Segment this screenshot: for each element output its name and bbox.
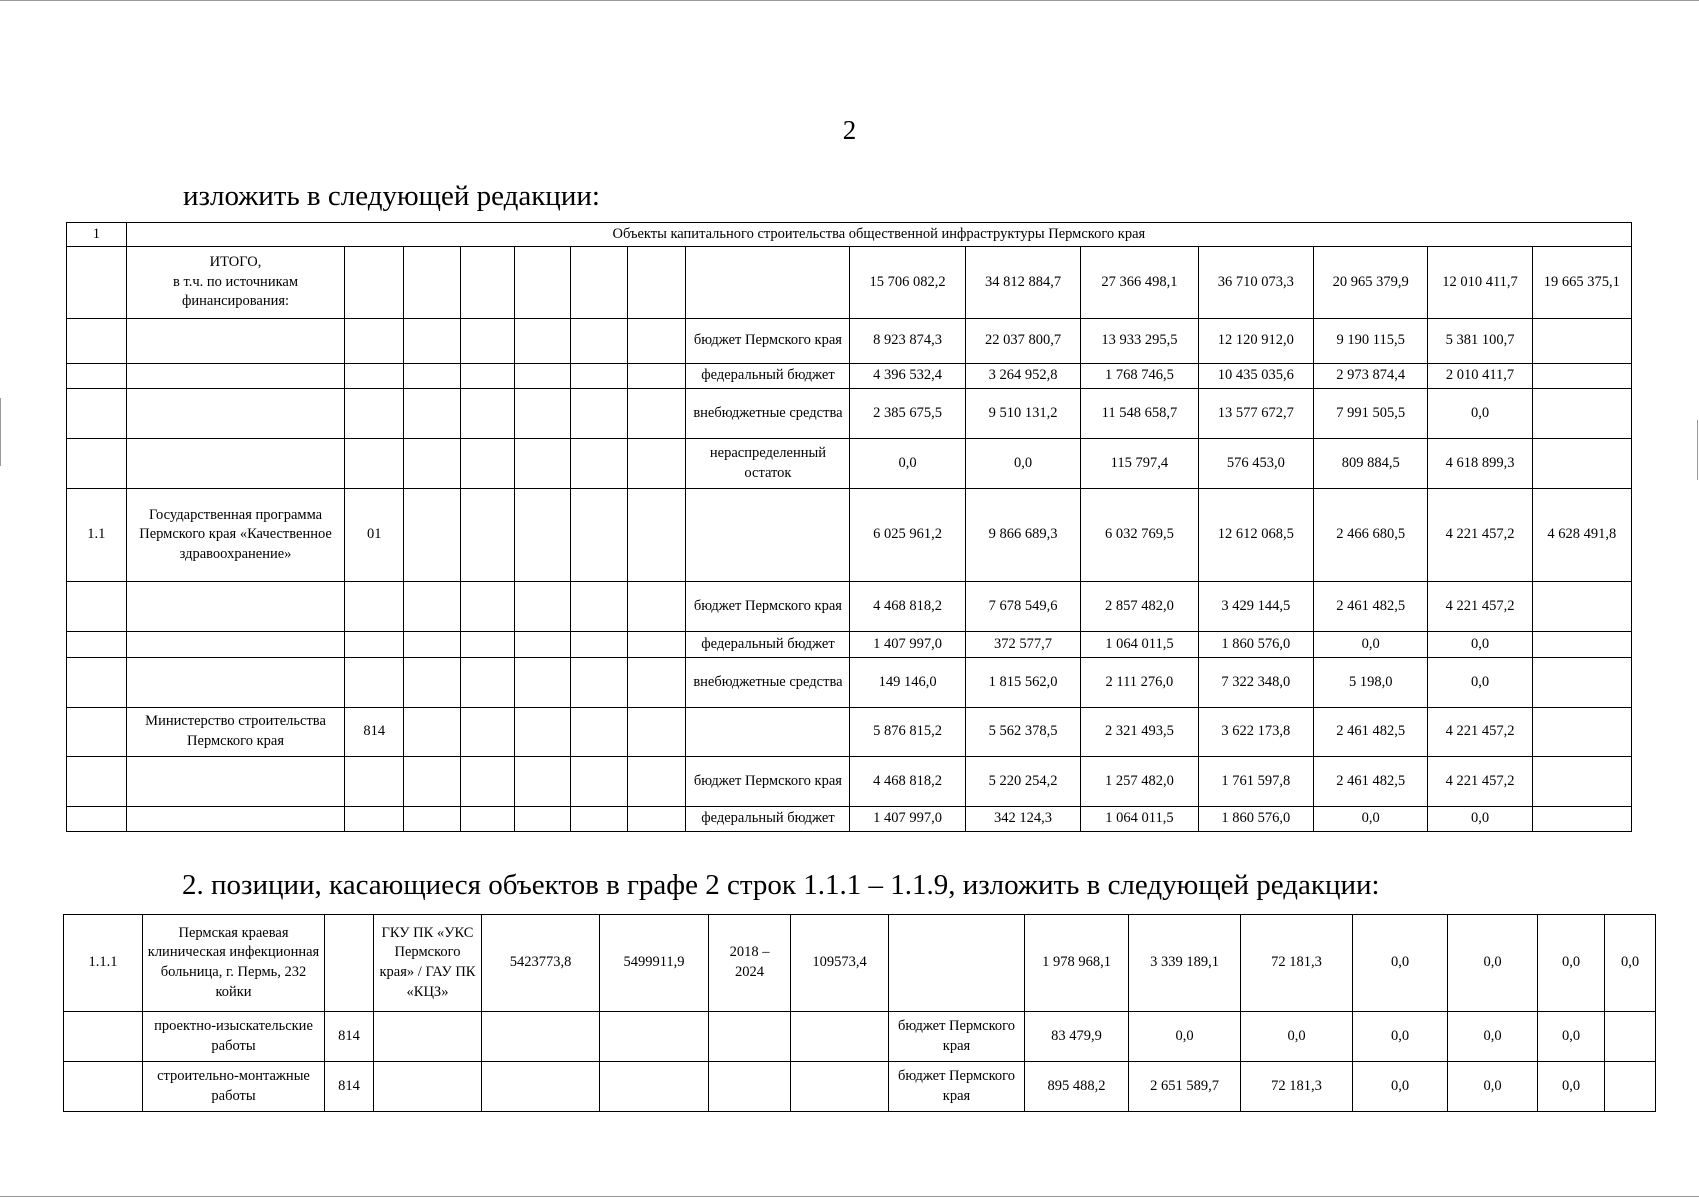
code-cell — [345, 757, 404, 807]
row-number-cell: 1.1 — [67, 489, 127, 582]
code-cell — [345, 632, 404, 658]
empty-cell — [404, 757, 461, 807]
full-cost-cell — [600, 1012, 709, 1062]
value-cell-year-6: 0,0 — [1538, 1012, 1605, 1062]
value-cell-year-7 — [1532, 658, 1631, 708]
empty-cell — [460, 439, 515, 489]
code-cell — [345, 247, 404, 319]
row-number-cell — [64, 1012, 143, 1062]
funding-source-cell: бюджет Пермского края — [889, 1012, 1025, 1062]
value-cell-year-5: 7 991 505,5 — [1314, 389, 1428, 439]
value-cell-year-1: 2 385 675,5 — [850, 389, 965, 439]
empty-cell — [404, 489, 461, 582]
empty-cell — [627, 582, 686, 632]
prior-funding-cell — [791, 1012, 889, 1062]
value-cell-year-7 — [1532, 582, 1631, 632]
value-cell-year-7 — [1532, 757, 1631, 807]
page-number: 2 — [842, 115, 857, 145]
value-cell-year-7: 19 665 375,1 — [1532, 247, 1631, 319]
value-cell-year-2: 342 124,3 — [965, 807, 1080, 832]
value-cell-year-3: 2 857 482,0 — [1081, 582, 1198, 632]
value-cell-year-5: 2 461 482,5 — [1314, 582, 1428, 632]
code-cell — [345, 319, 404, 364]
funding-source-cell — [889, 915, 1025, 1012]
prior-funding-cell: 109573,4 — [791, 915, 889, 1012]
table-row — [67, 439, 1632, 489]
empty-cell — [404, 582, 461, 632]
table-row — [67, 807, 1632, 832]
row-number-cell — [67, 807, 127, 832]
empty-cell — [404, 807, 461, 832]
program-name-cell: ИТОГО, в т.ч. по источникам финансирования: — [126, 247, 345, 319]
program-name-cell — [126, 757, 345, 807]
code-cell — [325, 915, 374, 1012]
empty-cell — [627, 389, 686, 439]
value-cell-year-5: 20 965 379,9 — [1314, 247, 1428, 319]
value-cell-year-7: 0,0 — [1605, 915, 1656, 1012]
value-cell-year-1: 1 407 997,0 — [850, 807, 965, 832]
program-name-cell — [126, 364, 345, 389]
funding-source-cell: внебюджетные средства — [686, 389, 850, 439]
empty-cell — [515, 658, 571, 708]
empty-cell — [404, 632, 461, 658]
empty-cell — [627, 489, 686, 582]
empty-cell — [571, 807, 628, 832]
empty-cell — [627, 632, 686, 658]
value-cell-year-3: 115 797,4 — [1081, 439, 1198, 489]
program-name-cell — [126, 389, 345, 439]
table-row — [67, 582, 1632, 632]
value-cell-year-7 — [1605, 1062, 1656, 1112]
value-cell-year-2: 22 037 800,7 — [965, 319, 1080, 364]
empty-cell — [571, 757, 628, 807]
value-cell-year-4: 0,0 — [1353, 1012, 1448, 1062]
value-cell-year-5: 0,0 — [1448, 915, 1538, 1012]
code-cell — [345, 439, 404, 489]
empty-cell — [515, 439, 571, 489]
empty-cell — [627, 708, 686, 757]
empty-cell — [627, 658, 686, 708]
empty-cell — [460, 319, 515, 364]
value-cell-year-6: 0,0 — [1538, 915, 1605, 1012]
value-cell-year-5: 0,0 — [1448, 1062, 1538, 1112]
funding-source-cell: бюджет Пермского края — [686, 319, 850, 364]
program-name-cell: Министерство строительства Пермского края — [126, 708, 345, 757]
empty-cell — [515, 319, 571, 364]
table-row — [67, 389, 1632, 439]
program-name-cell — [126, 439, 345, 489]
value-cell-year-4: 10 435 035,6 — [1198, 364, 1313, 389]
value-cell-year-5: 2 461 482,5 — [1314, 757, 1428, 807]
value-cell-year-5: 0,0 — [1314, 632, 1428, 658]
value-cell-year-4: 3 622 173,8 — [1198, 708, 1313, 757]
value-cell-year-2: 0,0 — [1129, 1012, 1241, 1062]
table-row — [67, 658, 1632, 708]
table-header-row — [67, 223, 1632, 247]
row-number-cell — [67, 757, 127, 807]
value-cell-year-4: 13 577 672,7 — [1198, 389, 1313, 439]
value-cell-year-6: 5 381 100,7 — [1428, 319, 1532, 364]
value-cell-year-6: 12 010 411,7 — [1428, 247, 1532, 319]
value-cell-year-1: 15 706 082,2 — [850, 247, 965, 319]
value-cell-year-6: 4 618 899,3 — [1428, 439, 1532, 489]
code-cell: 814 — [325, 1012, 374, 1062]
program-name-cell — [126, 319, 345, 364]
value-cell-year-1: 6 025 961,2 — [850, 489, 965, 582]
empty-cell — [404, 708, 461, 757]
value-cell-year-4: 3 429 144,5 — [1198, 582, 1313, 632]
scan-edge-top — [0, 0, 1699, 1]
table-row — [67, 708, 1632, 757]
empty-cell — [515, 807, 571, 832]
estimated-cost-cell — [482, 1012, 600, 1062]
row-number-cell — [67, 364, 127, 389]
empty-cell — [571, 658, 628, 708]
funding-source-cell: бюджет Пермского края — [686, 582, 850, 632]
empty-cell — [404, 364, 461, 389]
code-cell — [345, 389, 404, 439]
empty-cell — [571, 582, 628, 632]
value-cell-year-6: 4 221 457,2 — [1428, 708, 1532, 757]
row-number-cell — [67, 247, 127, 319]
table-row — [67, 364, 1632, 389]
value-cell-year-3: 1 257 482,0 — [1081, 757, 1198, 807]
value-cell-year-6: 4 221 457,2 — [1428, 489, 1532, 582]
value-cell-year-4: 7 322 348,0 — [1198, 658, 1313, 708]
value-cell-year-2: 3 339 189,1 — [1129, 915, 1241, 1012]
empty-cell — [460, 632, 515, 658]
table-row — [64, 1012, 1656, 1062]
value-cell-year-6: 2 010 411,7 — [1428, 364, 1532, 389]
value-cell-year-3: 27 366 498,1 — [1081, 247, 1198, 319]
empty-cell — [404, 319, 461, 364]
value-cell-year-1: 895 488,2 — [1025, 1062, 1129, 1112]
table-row — [67, 632, 1632, 658]
value-cell-year-6: 0,0 — [1538, 1062, 1605, 1112]
empty-cell — [571, 632, 628, 658]
code-cell: 01 — [345, 489, 404, 582]
empty-cell — [460, 708, 515, 757]
empty-cell — [571, 439, 628, 489]
value-cell-year-7 — [1532, 364, 1631, 389]
row-number-cell — [64, 1062, 143, 1112]
funding-source-cell — [686, 489, 850, 582]
value-cell-year-7 — [1532, 632, 1631, 658]
value-cell-year-2: 9 866 689,3 — [965, 489, 1080, 582]
row-number-cell — [67, 632, 127, 658]
empty-cell — [571, 389, 628, 439]
value-cell-year-2: 0,0 — [965, 439, 1080, 489]
empty-cell — [460, 757, 515, 807]
value-cell-year-3: 2 321 493,5 — [1081, 708, 1198, 757]
value-cell-year-2: 9 510 131,2 — [965, 389, 1080, 439]
value-cell-year-3: 13 933 295,5 — [1081, 319, 1198, 364]
row-number-cell: 1.1.1 — [64, 915, 143, 1012]
table-row — [64, 1062, 1656, 1112]
estimated-cost-cell — [482, 1062, 600, 1112]
value-cell-year-3: 6 032 769,5 — [1081, 489, 1198, 582]
customer-cell — [374, 1012, 482, 1062]
value-cell-year-6: 0,0 — [1428, 389, 1532, 439]
empty-cell — [627, 807, 686, 832]
empty-cell — [404, 247, 461, 319]
row-number-cell — [67, 658, 127, 708]
header-title-cell: Объекты капитального строительства общественной инфраструктуры Пермского края — [126, 223, 1631, 247]
scan-edge-bottom — [0, 1196, 1699, 1197]
value-cell-year-4: 1 761 597,8 — [1198, 757, 1313, 807]
prior-funding-cell — [791, 1062, 889, 1112]
empty-cell — [571, 708, 628, 757]
value-cell-year-3: 1 768 746,5 — [1081, 364, 1198, 389]
funding-source-cell: федеральный бюджет — [686, 632, 850, 658]
value-cell-year-7 — [1532, 439, 1631, 489]
value-cell-year-6: 0,0 — [1428, 658, 1532, 708]
empty-cell — [515, 757, 571, 807]
value-cell-year-7 — [1605, 1012, 1656, 1062]
value-cell-year-2: 5 220 254,2 — [965, 757, 1080, 807]
row-number-cell — [67, 439, 127, 489]
value-cell-year-1: 5 876 815,2 — [850, 708, 965, 757]
empty-cell — [515, 247, 571, 319]
value-cell-year-4: 1 860 576,0 — [1198, 632, 1313, 658]
value-cell-year-3: 72 181,3 — [1241, 915, 1353, 1012]
funding-source-cell: нераспределенный остаток — [686, 439, 850, 489]
row-number-cell — [67, 708, 127, 757]
period-cell — [709, 1012, 791, 1062]
section-heading-2: 2. позиции, касающиеся объектов в графе 2 строк 1.1.1 – 1.1.9, изложить в следующей редакции: — [182, 869, 1380, 901]
value-cell-year-2: 7 678 549,6 — [965, 582, 1080, 632]
empty-cell — [460, 364, 515, 389]
value-cell-year-5: 0,0 — [1448, 1012, 1538, 1062]
budget-table-1 — [66, 222, 1632, 832]
value-cell-year-3: 1 064 011,5 — [1081, 632, 1198, 658]
value-cell-year-4: 0,0 — [1353, 1062, 1448, 1112]
empty-cell — [627, 319, 686, 364]
value-cell-year-2: 34 812 884,7 — [965, 247, 1080, 319]
table-row — [67, 489, 1632, 582]
value-cell-year-1: 4 468 818,2 — [850, 757, 965, 807]
value-cell-year-1: 149 146,0 — [850, 658, 965, 708]
value-cell-year-5: 9 190 115,5 — [1314, 319, 1428, 364]
value-cell-year-6: 4 221 457,2 — [1428, 582, 1532, 632]
value-cell-year-4: 12 612 068,5 — [1198, 489, 1313, 582]
funding-source-cell — [686, 708, 850, 757]
value-cell-year-1: 83 479,9 — [1025, 1012, 1129, 1062]
empty-cell — [515, 708, 571, 757]
row-number-cell — [67, 389, 127, 439]
value-cell-year-4: 36 710 073,3 — [1198, 247, 1313, 319]
value-cell-year-4: 1 860 576,0 — [1198, 807, 1313, 832]
value-cell-year-4: 12 120 912,0 — [1198, 319, 1313, 364]
code-cell — [345, 658, 404, 708]
program-name-cell — [126, 582, 345, 632]
empty-cell — [460, 807, 515, 832]
value-cell-year-5: 2 973 874,4 — [1314, 364, 1428, 389]
value-cell-year-6: 0,0 — [1428, 807, 1532, 832]
empty-cell — [515, 582, 571, 632]
funding-source-cell: бюджет Пермского края — [889, 1062, 1025, 1112]
scan-mark-right — [1697, 420, 1698, 480]
empty-cell — [460, 582, 515, 632]
empty-cell — [404, 389, 461, 439]
value-cell-year-7 — [1532, 319, 1631, 364]
value-cell-year-3: 0,0 — [1241, 1012, 1353, 1062]
table-row — [64, 915, 1656, 1012]
value-cell-year-1: 1 407 997,0 — [850, 632, 965, 658]
empty-cell — [515, 389, 571, 439]
period-cell: 2018 – 2024 — [709, 915, 791, 1012]
value-cell-year-3: 2 111 276,0 — [1081, 658, 1198, 708]
empty-cell — [571, 319, 628, 364]
budget-table-2 — [63, 914, 1656, 1112]
value-cell-year-4: 576 453,0 — [1198, 439, 1313, 489]
funding-source-cell: бюджет Пермского края — [686, 757, 850, 807]
empty-cell — [460, 658, 515, 708]
value-cell-year-7 — [1532, 807, 1631, 832]
empty-cell — [515, 364, 571, 389]
empty-cell — [404, 439, 461, 489]
empty-cell — [627, 757, 686, 807]
value-cell-year-1: 0,0 — [850, 439, 965, 489]
empty-cell — [571, 489, 628, 582]
value-cell-year-7: 4 628 491,8 — [1532, 489, 1631, 582]
object-name-cell: Пермская краевая клиническая инфекционная больница, г. Пермь, 232 койки — [143, 915, 325, 1012]
value-cell-year-6: 4 221 457,2 — [1428, 757, 1532, 807]
value-cell-year-5: 2 466 680,5 — [1314, 489, 1428, 582]
empty-cell — [627, 364, 686, 389]
value-cell-year-1: 8 923 874,3 — [850, 319, 965, 364]
funding-source-cell: федеральный бюджет — [686, 807, 850, 832]
code-cell: 814 — [325, 1062, 374, 1112]
value-cell-year-2: 372 577,7 — [965, 632, 1080, 658]
program-name-cell — [126, 632, 345, 658]
table-row — [67, 757, 1632, 807]
program-name-cell — [126, 807, 345, 832]
period-cell — [709, 1062, 791, 1112]
code-cell — [345, 582, 404, 632]
empty-cell — [515, 632, 571, 658]
value-cell-year-4: 0,0 — [1353, 915, 1448, 1012]
value-cell-year-1: 4 396 532,4 — [850, 364, 965, 389]
funding-source-cell: внебюджетные средства — [686, 658, 850, 708]
row-number-cell — [67, 582, 127, 632]
value-cell-year-5: 2 461 482,5 — [1314, 708, 1428, 757]
row-number-cell — [67, 319, 127, 364]
empty-cell — [460, 389, 515, 439]
value-cell-year-1: 1 978 968,1 — [1025, 915, 1129, 1012]
value-cell-year-5: 0,0 — [1314, 807, 1428, 832]
value-cell-year-2: 2 651 589,7 — [1129, 1062, 1241, 1112]
value-cell-year-1: 4 468 818,2 — [850, 582, 965, 632]
value-cell-year-7 — [1532, 389, 1631, 439]
full-cost-cell — [600, 1062, 709, 1112]
empty-cell — [627, 439, 686, 489]
object-name-cell: проектно-изыскательские работы — [143, 1012, 325, 1062]
table-row — [67, 247, 1632, 319]
empty-cell — [404, 658, 461, 708]
section-heading: изложить в следующей редакции: — [183, 180, 600, 212]
value-cell-year-3: 11 548 658,7 — [1081, 389, 1198, 439]
funding-source-cell: федеральный бюджет — [686, 364, 850, 389]
value-cell-year-5: 5 198,0 — [1314, 658, 1428, 708]
estimated-cost-cell: 5423773,8 — [482, 915, 600, 1012]
full-cost-cell: 5499911,9 — [600, 915, 709, 1012]
empty-cell — [571, 364, 628, 389]
program-name-cell — [126, 658, 345, 708]
value-cell-year-3: 72 181,3 — [1241, 1062, 1353, 1112]
empty-cell — [627, 247, 686, 319]
value-cell-year-5: 809 884,5 — [1314, 439, 1428, 489]
empty-cell — [515, 489, 571, 582]
code-cell — [345, 364, 404, 389]
value-cell-year-2: 1 815 562,0 — [965, 658, 1080, 708]
value-cell-year-7 — [1532, 708, 1631, 757]
funding-source-cell — [686, 247, 850, 319]
customer-cell: ГКУ ПК «УКС Пермского края» / ГАУ ПК «КЦЗ» — [374, 915, 482, 1012]
value-cell-year-6: 0,0 — [1428, 632, 1532, 658]
customer-cell — [374, 1062, 482, 1112]
object-name-cell: строительно-монтажные работы — [143, 1062, 325, 1112]
code-cell: 814 — [345, 708, 404, 757]
value-cell-year-3: 1 064 011,5 — [1081, 807, 1198, 832]
value-cell-year-2: 5 562 378,5 — [965, 708, 1080, 757]
empty-cell — [571, 247, 628, 319]
header-number-cell: 1 — [67, 223, 127, 247]
scan-mark-left — [0, 398, 1, 466]
value-cell-year-2: 3 264 952,8 — [965, 364, 1080, 389]
code-cell — [345, 807, 404, 832]
table-row — [67, 319, 1632, 364]
empty-cell — [460, 247, 515, 319]
empty-cell — [460, 489, 515, 582]
program-name-cell: Государственная программа Пермского края «Качественное здравоохранение» — [126, 489, 345, 582]
